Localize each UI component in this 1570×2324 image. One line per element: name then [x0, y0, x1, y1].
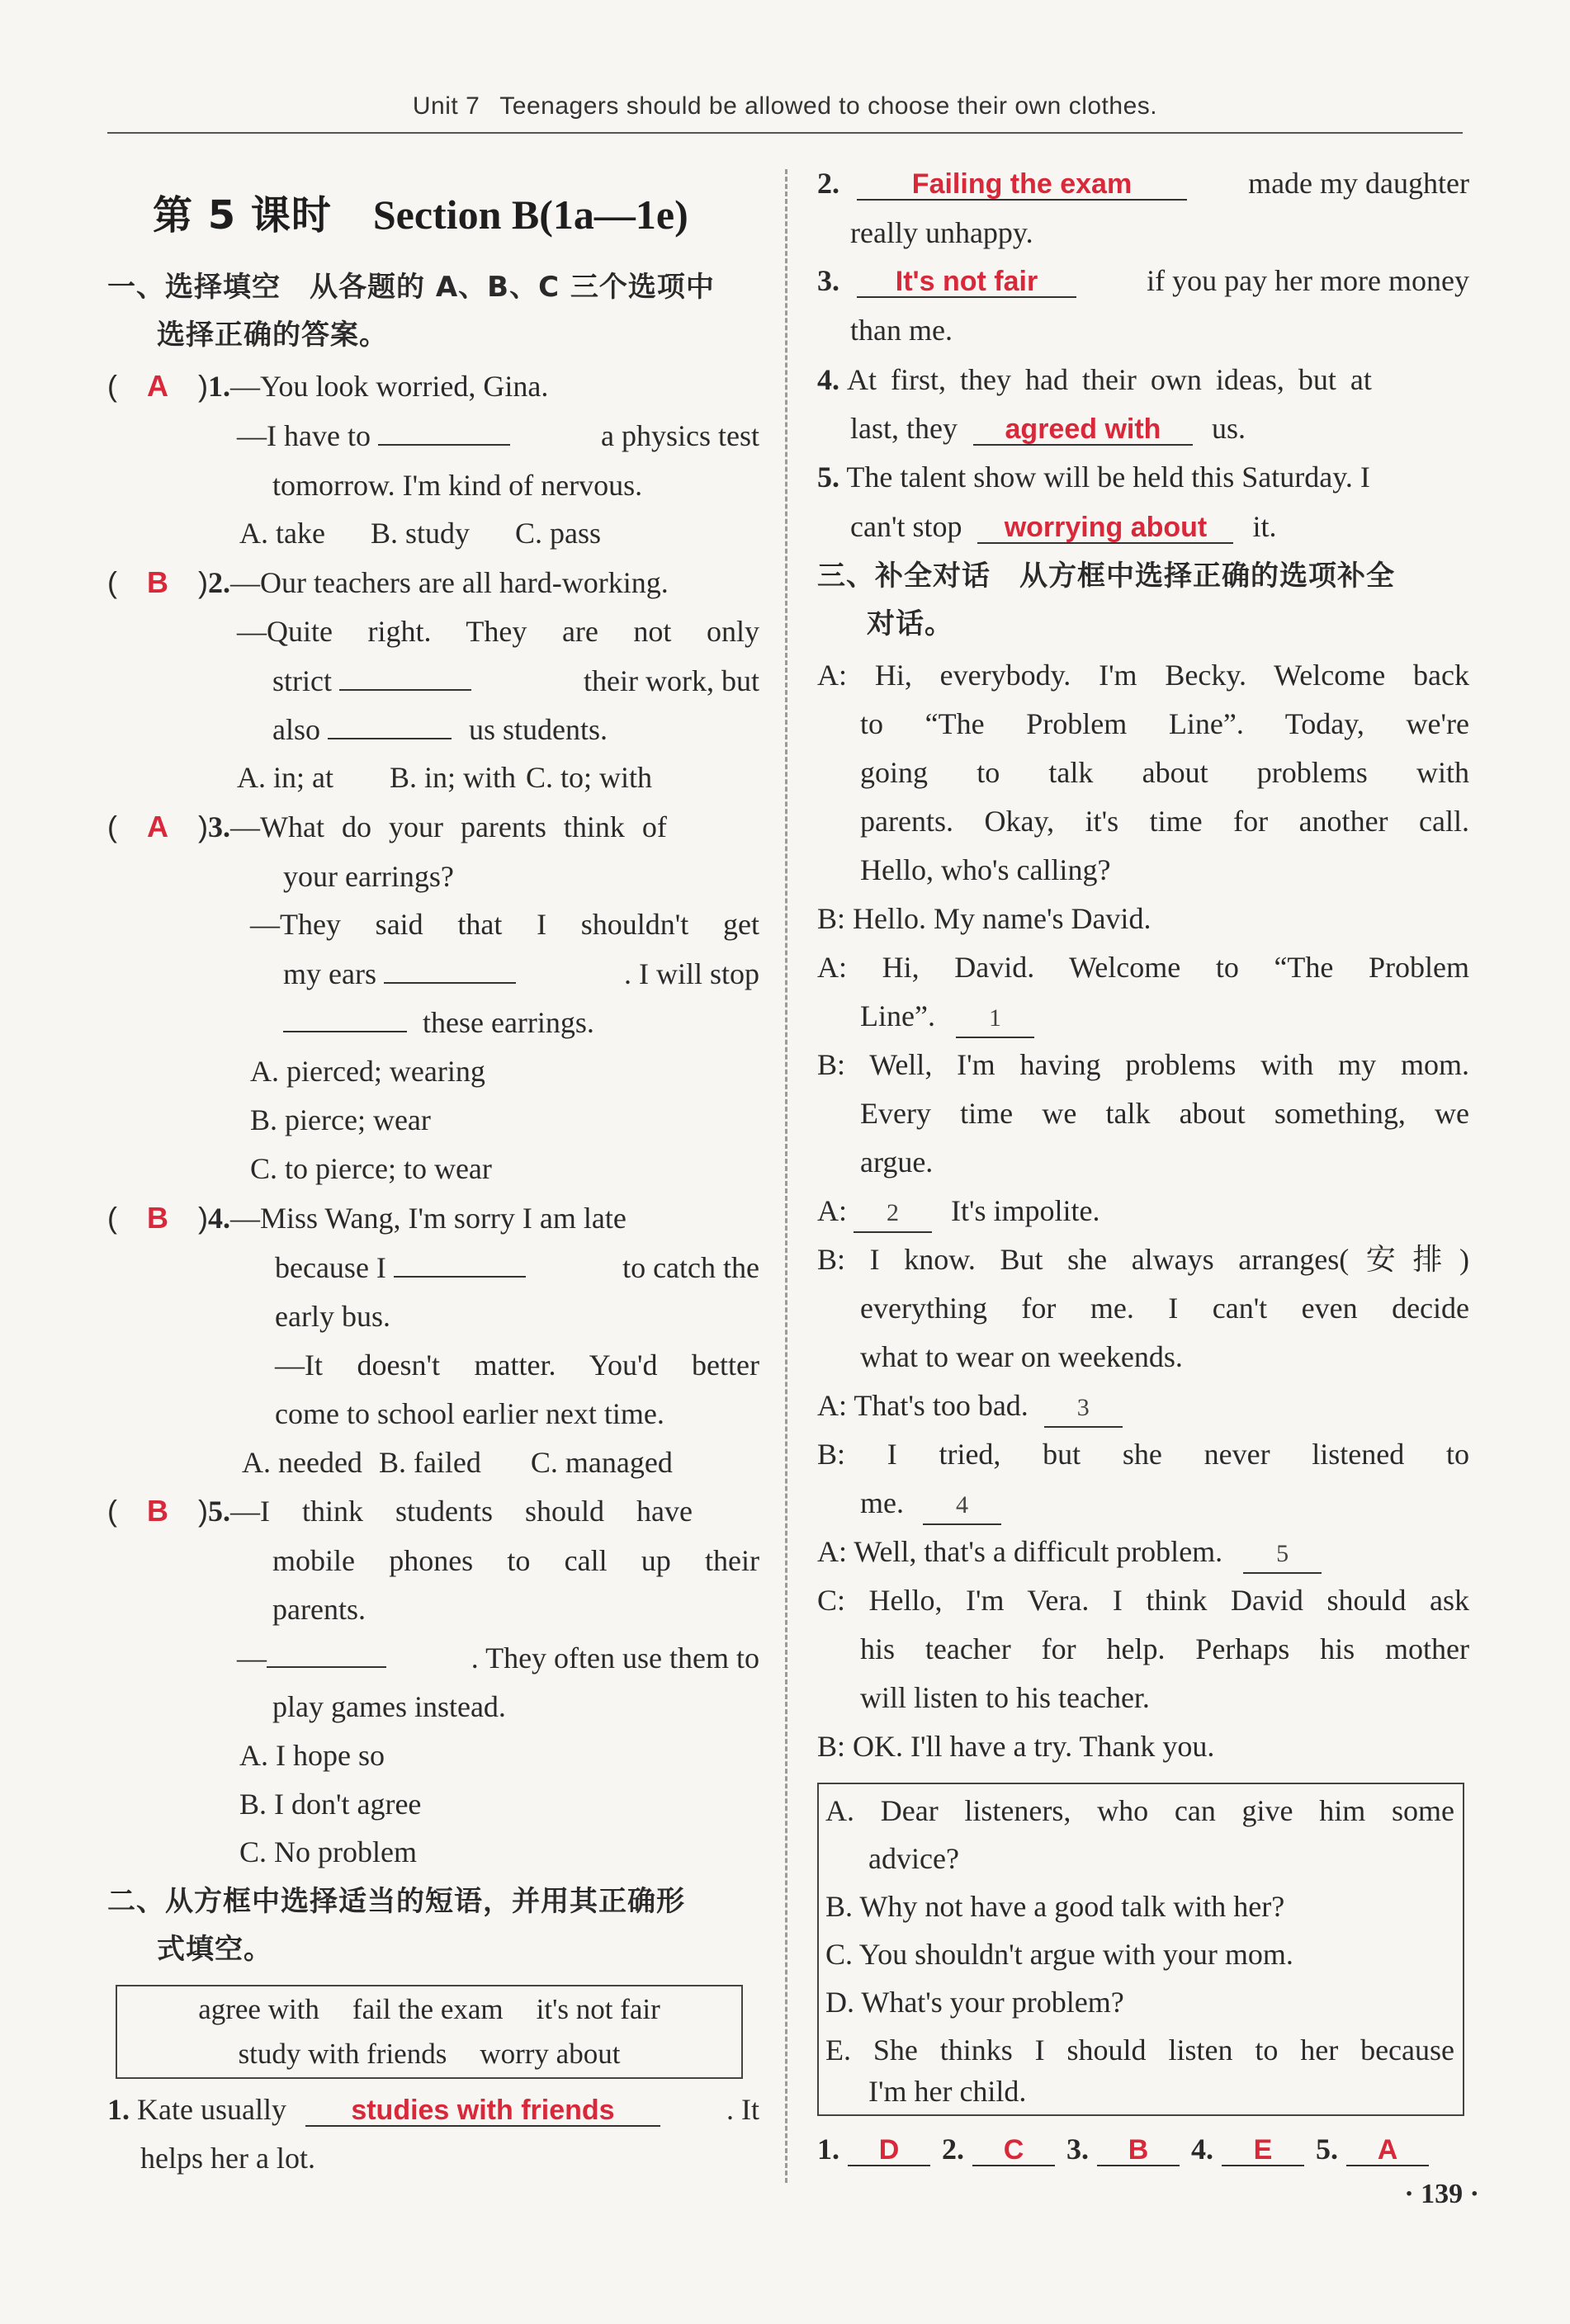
q3-option-a[interactable]: A. pierced; wearing [250, 1055, 485, 1088]
q5-line5: play games instead. [272, 1690, 506, 1723]
dialogue-answer: D [878, 2134, 900, 2166]
fq1-text: Kate usually [137, 2093, 286, 2126]
q1-line: —You look worried, Gina. [230, 370, 549, 403]
answer-q2: B [147, 565, 168, 599]
q1-options [239, 515, 601, 551]
fq4-text: At first, they had their own ideas, but at [847, 363, 1372, 396]
dialogue-line-with-blank [817, 1533, 1322, 1574]
q5-option-a[interactable]: A. I hope so [239, 1739, 385, 1772]
blank[interactable] [283, 1004, 407, 1032]
q5-option-b[interactable]: B. I don't agree [239, 1788, 422, 1821]
phrase: it's not fair [536, 1993, 660, 2025]
page-number: · 139 · [1404, 2179, 1479, 2209]
header-rule [107, 132, 1463, 134]
dialogue-line: B: I tried, but she never listened to [817, 1438, 1469, 1471]
dialogue-answer: B [1128, 2134, 1149, 2166]
answer-blank[interactable] [1346, 2134, 1429, 2166]
q1-text: a physics test [601, 419, 759, 452]
answer-number: 5. [1316, 2133, 1338, 2166]
fill-question-4-line2 [850, 410, 1246, 446]
fq3-text: if you pay her more money [1147, 264, 1469, 297]
q3-line5 [283, 1004, 594, 1041]
phrase-box [116, 1985, 743, 2079]
fq5-number: 5. [817, 461, 839, 494]
fill-question-5-line2 [850, 508, 1276, 545]
dialogue-line: A: Hi, everybody. I'm Becky. Welcome back [817, 659, 1469, 692]
answer-blank[interactable] [857, 168, 1187, 201]
dialogue-line-with-blank [860, 1485, 1001, 1525]
fill-question-4 [817, 361, 1469, 398]
fq5-text: it. [1252, 510, 1277, 543]
lesson-label: 第 5 课时 [153, 192, 332, 239]
dialogue-line: A: Hi, David. Welcome to “The Problem [817, 951, 1469, 984]
q5-number: 5. [208, 1495, 230, 1528]
option[interactable]: C. pass [515, 517, 602, 550]
q1-line2 [237, 418, 759, 454]
q5-line2: mobile phones to call up their [272, 1544, 759, 1577]
fill-answer: agreed with [1005, 413, 1161, 445]
q3-text: . I will stop [623, 957, 759, 990]
option[interactable]: A. in; at [237, 761, 333, 794]
q5-text: . They often use them to [471, 1641, 759, 1675]
unit-title: Teenagers should be allowed to choose their own clothes. [499, 92, 1158, 120]
dialogue-option-d: D. What's your problem? [825, 1986, 1124, 2019]
answer-blank[interactable] [848, 2134, 930, 2166]
answer-blank[interactable] [973, 413, 1193, 446]
fq4-text: us. [1211, 412, 1246, 445]
dialogue-text: A: [817, 1194, 847, 1227]
q3-line4 [283, 956, 759, 992]
blank[interactable] [339, 663, 471, 691]
dialogue-blank-2[interactable]: 2 [854, 1195, 932, 1233]
answer-q3: A [147, 810, 168, 843]
blank[interactable] [378, 418, 510, 446]
q3-line3: —They said that I shouldn't get [250, 908, 759, 941]
question-1: ( A )1.—You look worried, Gina. [107, 369, 549, 403]
phrase: worry about [480, 2038, 621, 2070]
q4-line2 [275, 1249, 759, 1286]
q2-line4 [272, 711, 608, 748]
dialogue-line-with-blank [817, 1193, 1099, 1233]
blank[interactable] [328, 711, 452, 739]
column-divider [785, 169, 787, 2183]
part2-heading-cont: 式填空。 [157, 1933, 272, 1966]
q3-line: —What do your parents think of [230, 810, 667, 843]
fill-answer: Failing the exam [911, 168, 1133, 200]
answer-number: 1. [817, 2133, 839, 2166]
phrase-row-1 [117, 1991, 741, 2028]
q3-line2: your earrings? [283, 860, 454, 893]
q3-option-c[interactable]: C. to pierce; to wear [250, 1152, 492, 1185]
part3-heading-cont: 对话。 [867, 607, 953, 640]
q2-text: their work, but [584, 664, 759, 697]
dialogue-option-c: C. You shouldn't argue with your mom. [825, 1938, 1293, 1971]
dialogue-blank-4[interactable]: 4 [923, 1487, 1001, 1525]
dialogue-text: It's impolite. [951, 1194, 1100, 1227]
part3-heading: 三、补全对话 从方框中选择正确的选项补全 [817, 560, 1395, 593]
dialogue-answer: C [1003, 2134, 1024, 2166]
dialogue-answer: A [1377, 2134, 1398, 2166]
dialogue-option-e: E. She thinks I should listen to her because [825, 2034, 1454, 2067]
blank[interactable] [384, 956, 516, 984]
phrase: fail the exam [352, 1993, 504, 2025]
blank[interactable] [394, 1249, 526, 1278]
dialogue-line: B: Hello. My name's David. [817, 902, 1151, 935]
dialogue-line: everything for me. I can't even decide [860, 1292, 1469, 1325]
q5-line: —I think students should have [230, 1495, 693, 1528]
fq2-text: made my daughter [1248, 167, 1469, 200]
fq1-text: . It [726, 2093, 759, 2126]
dialogue-line: Every time we talk about something, we [860, 1097, 1469, 1130]
option[interactable]: A. take [239, 517, 325, 550]
dialogue-blank-1[interactable]: 1 [956, 1000, 1034, 1038]
dialogue-line: his teacher for help. Perhaps his mother [860, 1632, 1469, 1665]
fill-question-3-line2: than me. [850, 314, 953, 347]
fill-question-3 [817, 262, 1469, 299]
answer-blank[interactable] [1097, 2134, 1180, 2166]
dialogue-blank-3[interactable]: 3 [1044, 1390, 1123, 1428]
option[interactable]: C. to; with [526, 761, 653, 794]
q4-line4: —It doesn't matter. You'd better [275, 1349, 759, 1382]
dialogue-blank-5[interactable]: 5 [1243, 1536, 1322, 1574]
answer-q1: A [147, 369, 168, 403]
answer-blank[interactable] [857, 266, 1076, 298]
option[interactable]: B. study [370, 517, 470, 550]
dialogue-option-a-cont: advice? [868, 1842, 959, 1875]
running-head [0, 92, 1570, 120]
answer-number: 2. [942, 2133, 964, 2166]
lesson-title [153, 183, 688, 240]
part1-heading-cont: 选择正确的答案。 [157, 319, 388, 352]
question-2: ( B )2.—Our teachers are all hard-working. [107, 565, 669, 599]
q3-number: 3. [208, 810, 230, 843]
dialogue-line-with-blank [860, 998, 1034, 1038]
dialogue-option-e-cont: I'm her child. [868, 2075, 1027, 2108]
options-box [817, 1783, 1464, 2116]
q4-line: —Miss Wang, I'm sorry I am late [230, 1202, 627, 1235]
answer-blank[interactable] [972, 2134, 1055, 2166]
q1-text: —I have to [237, 419, 371, 452]
question-4: ( B )4.—Miss Wang, I'm sorry I am late [107, 1201, 627, 1235]
answer-number: 4. [1191, 2133, 1213, 2166]
dialogue-line: B: Well, I'm having problems with my mom. [817, 1048, 1469, 1081]
answer-blank[interactable] [305, 2095, 660, 2127]
option[interactable]: B. failed [378, 1446, 481, 1479]
answer-number: 3. [1066, 2133, 1089, 2166]
part1-heading: 一、选择填空 从各题的 A、B、C 三个选项中 [107, 271, 715, 304]
part2-heading: 二、从方框中选择适当的短语，并用其正确形 [107, 1885, 685, 1918]
fq5-text: The talent show will be held this Saturday. I [846, 461, 1370, 494]
dialogue-line: what to wear on weekends. [860, 1340, 1183, 1373]
option[interactable]: A. needed [242, 1446, 362, 1479]
dialogue-text: Line”. [860, 999, 935, 1032]
dialogue-line-with-blank [817, 1387, 1123, 1428]
fill-question-1 [107, 2091, 759, 2128]
q3-text: my ears [283, 957, 376, 990]
q4-line3: early bus. [275, 1300, 390, 1333]
q4-line5: come to school earlier next time. [275, 1397, 664, 1430]
dialogue-line: argue. [860, 1145, 934, 1179]
fq1-number: 1. [107, 2093, 130, 2126]
option[interactable]: C. managed [530, 1446, 673, 1479]
answer-q5: B [147, 1494, 168, 1528]
q2-number: 2. [208, 566, 230, 599]
dialogue-line: to “The Problem Line”. Today, we're [860, 707, 1469, 740]
fill-answer: worrying about [1004, 512, 1208, 543]
q4-text: to catch the [622, 1251, 759, 1284]
fill-answer: studies with friends [351, 2095, 615, 2126]
fill-question-2-line2: really unhappy. [850, 216, 1033, 249]
phrase: study with friends [238, 2038, 447, 2070]
dialogue-line: B: I know. But she always arranges(安排) [817, 1243, 1469, 1276]
q5-line3: parents. [272, 1593, 366, 1626]
dialogue-line: B: OK. I'll have a try. Thank you. [817, 1730, 1215, 1763]
unit-label: Unit 7 [412, 92, 480, 120]
q2-text: us students. [469, 713, 608, 746]
dialogue-answer: E [1253, 2134, 1273, 2166]
question-5: ( B )5.—I think students should have [107, 1494, 693, 1528]
q2-line: —Our teachers are all hard-working. [230, 566, 669, 599]
q2-text: strict [272, 664, 332, 697]
answer-q4: B [147, 1201, 168, 1235]
phrase: agree with [198, 1993, 319, 2025]
q3-text: these earrings. [423, 1006, 594, 1039]
answer-blank[interactable] [1222, 2134, 1304, 2166]
q5-line4: — . They often use them to [237, 1641, 759, 1675]
dialogue-line: C: Hello, I'm Vera. I think David should ask [817, 1584, 1469, 1617]
dialogue-line: will listen to his teacher. [860, 1681, 1150, 1714]
fq4-number: 4. [817, 363, 839, 396]
fq3-number: 3. [817, 264, 839, 297]
fill-question-5 [817, 459, 1469, 495]
dialogue-line: Hello, who's calling? [860, 853, 1111, 886]
dialogue-option-b: B. Why not have a good talk with her? [825, 1890, 1285, 1923]
q5-option-c[interactable]: C. No problem [239, 1835, 417, 1868]
dialogue-text: A: Well, that's a difficult problem. [817, 1535, 1223, 1568]
fq2-number: 2. [817, 167, 839, 200]
q2-options [237, 759, 652, 796]
question-3: ( A )3.—What do your parents think of [107, 810, 667, 843]
fill-question-2 [817, 165, 1469, 201]
fill-question-1-line2: helps her a lot. [140, 2142, 315, 2175]
dialogue-option-a: A. Dear listeners, who can give him some [825, 1794, 1454, 1827]
fill-answer: It's not fair [895, 266, 1038, 297]
blank[interactable] [267, 1640, 386, 1668]
phrase-row-2 [117, 2036, 741, 2072]
fq5-text: can't stop [850, 510, 962, 543]
q3-option-b[interactable]: B. pierce; wear [250, 1103, 431, 1136]
fq4-text: last, they [850, 412, 958, 445]
q1-line3: tomorrow. I'm kind of nervous. [272, 469, 643, 502]
q2-line2: —Quite right. They are not only [237, 615, 759, 648]
q4-number: 4. [208, 1202, 230, 1235]
q2-text: also [272, 713, 320, 746]
q2-line3 [272, 663, 759, 699]
dialogue-line: going to talk about problems with [860, 756, 1469, 789]
dialogue-answers [817, 2131, 1469, 2167]
q4-text: because I [275, 1251, 386, 1284]
option[interactable]: B. in; with [389, 761, 517, 794]
q1-number: 1. [208, 370, 230, 403]
q4-options [242, 1444, 673, 1481]
section-label: Section B(1a—1e) [372, 191, 688, 238]
dialogue-text: A: That's too bad. [817, 1389, 1029, 1422]
dialogue-line: parents. Okay, it's time for another call. [860, 805, 1469, 838]
answer-blank[interactable] [977, 512, 1233, 544]
dialogue-text: me. [860, 1486, 904, 1519]
